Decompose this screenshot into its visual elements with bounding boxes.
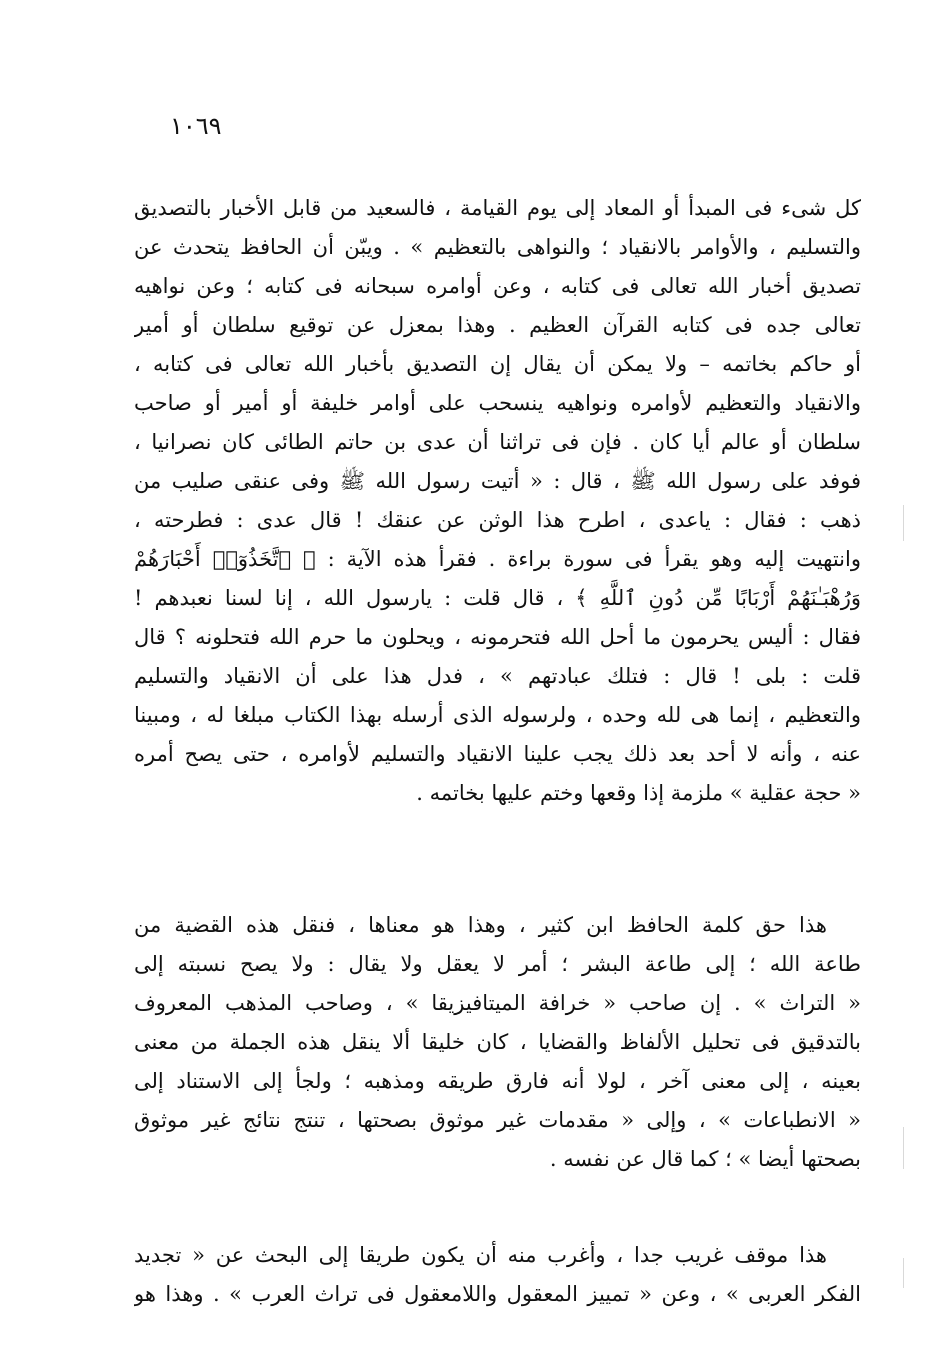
- quran-verse-line: وانتهيت إليه وهو يقرأ فى سورة براءة . فقرأ هذه الآية : ﴿ ٱتَّخَذُوٓا۟ أَحْبَارَهُمْ: [134, 547, 861, 571]
- text-line: فقال : أليس يحرمون ما أحل الله فتحرمونه ، ويحلون ما حرم الله فتحلونه ؟ قال: [134, 625, 861, 649]
- text-line: ذهب : فقال : ياعدى ، اطرح هذا الوثن عن عنقك ! قال عدى : فطرحته ،: [134, 508, 861, 532]
- text-line: والانقياد والتعظيم لأوامره ونواهيه ينسحب على أوامر خليفة أو أمير أو صاحب: [134, 391, 861, 415]
- text-line: هذا حق كلمة الحافظ ابن كثير ، وهذا هو معناها ، فنقل هذه القضية من: [134, 913, 827, 937]
- paragraph-3: [134, 1236, 861, 1314]
- text-line: فوفد على رسول الله ﷺ ، قال : « أتيت رسول الله ﷺ وفى عنقى صليب من: [134, 469, 861, 493]
- text-line: طاعة الله ؛ إلى طاعة البشر ؛ أمر لا يعقل ولا يقال : ولا يصح نسبته إلى: [134, 952, 861, 976]
- text-line: الفكر العربى » ، وعن « تمييز المعقول واللامعقول فى تراث العرب » . وهذا هو: [134, 1282, 861, 1306]
- text-line: قلت : بلى ! قال : فتلك عبادتهم » ، فدل هذا على أن الانقياد والتسليم: [134, 664, 861, 688]
- text-line: بالتدقيق فى تحليل الألفاظ والقضايا ، كان خليقا ألا ينقل هذه الجملة من معنى: [134, 1030, 861, 1054]
- scan-edge-mark: [903, 1127, 904, 1169]
- text-line: كل شىء فى المبدأ أو المعاد إلى يوم القيامة ، فالسعيد من قابل الأخبار بالتصديق: [134, 196, 861, 220]
- text-line: « التراث » . إن صاحب « خرافة الميتافيزيقا » ، وصاحب المذهب المعروف: [134, 991, 861, 1015]
- quran-verse-line: وَرُهْبَـٰنَهُمْ أَرْبَابًا مِّن دُونِ ٱللَّهِ ﴾ ، قال قلت : يارسول الله ، إنا لسنا نعبدهم !: [134, 586, 861, 610]
- text-line: « حجة عقلية » ملزمة إذا وقعها وختم عليها بخاتمه .: [416, 781, 861, 805]
- paragraph-1: [134, 189, 861, 813]
- text-line: أو حاكم بخاتمه – ولا يمكن أن يقال إن التصديق بأخبار الله تعالى فى كتابه ،: [134, 352, 861, 376]
- scan-edge-mark: [903, 505, 904, 541]
- text-line: عنه ، وأنه لا أحد بعد ذلك يجب علينا الانقياد والتسليم لأوامره ، حتى يصح أمره: [134, 742, 861, 766]
- text-line: تصديق أخبار الله تعالى فى كتابه ، وعن أوامره سبحانه فى كتابه ؛ وعن نواهيه: [134, 274, 861, 298]
- scan-edge-mark: [903, 1258, 904, 1288]
- text-line: هذا موقف غريب جدا ، وأغرب منه أن يكون طريقا إلى البحث عن « تجديد: [134, 1243, 827, 1267]
- text-line: بعينه ، إلى معنى آخر ، لولا أنه فارق طريقه ومذهبه ؛ ولجأ إلى الاستناد إلى: [134, 1069, 861, 1093]
- text-line: بصحتها أيضا » ؛ كما قال عن نفسه .: [549, 1147, 861, 1171]
- text-line: والتعظيم ، إنما هى لله وحده ، ولرسوله الذى أرسله بهذا الكتاب مبلغا له ، ومبينا: [134, 703, 861, 727]
- text-line: تعالى جده فى كتابه القرآن العظيم . وهذا بمعزل عن توقيع سلطان أو أمير: [134, 313, 861, 337]
- paragraph-2: [134, 906, 861, 1179]
- text-line: والتسليم ، والأوامر بالانقياد ؛ والنواهى بالتعظيم » . ويبّن أن الحافظ يتحدث عن: [134, 235, 861, 259]
- text-line: سلطان أو عالم أيا كان . فإن فى تراثنا أن عدى بن حاتم الطائى كان نصرانيا ،: [134, 430, 861, 454]
- page-number: ١٠٦٩: [170, 112, 222, 140]
- text-line: « الانطباعات » ، وإلى « مقدمات غير موثوق بصحتها ، تنتج نتائج غير موثوق: [134, 1108, 861, 1132]
